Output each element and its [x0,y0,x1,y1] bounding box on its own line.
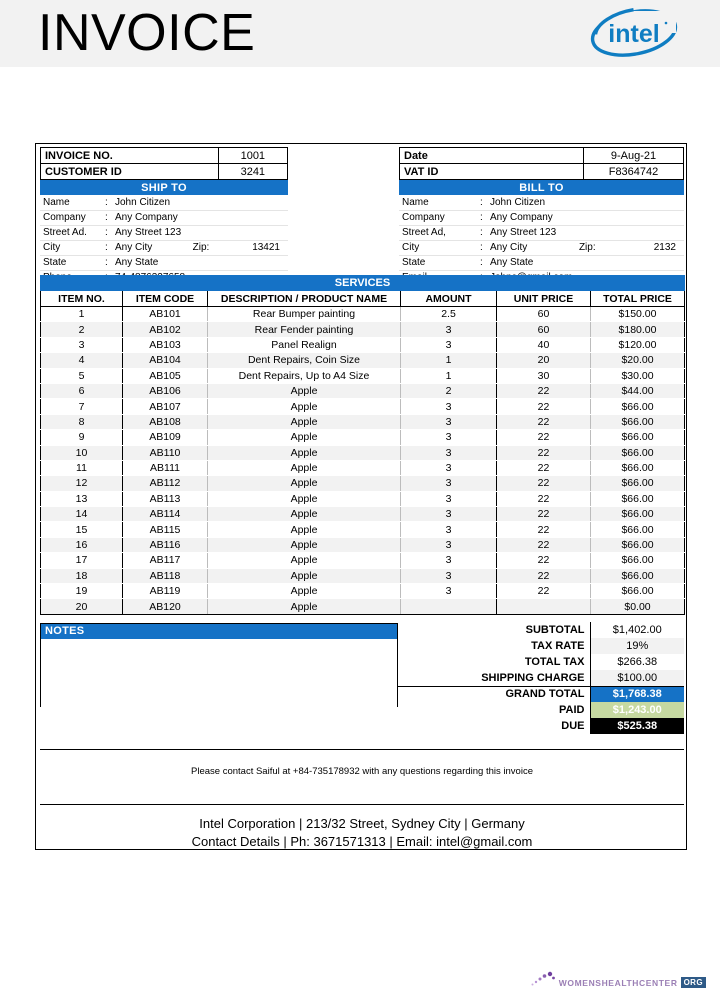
item-unit-price[interactable]: 22 [497,445,591,460]
bill-to-field-label: State [399,255,477,270]
item-description[interactable]: Apple [208,414,401,429]
item-total-price[interactable]: $120.00 [591,337,685,352]
totals-value[interactable]: $266.38 [590,654,684,670]
table-row[interactable] [41,307,685,322]
bill-to-field-label: City [399,240,477,255]
table-row[interactable] [41,368,685,383]
totals-row [398,654,684,670]
customer-id-value[interactable]: 3241 [218,164,287,180]
item-unit-price[interactable]: 22 [497,537,591,552]
bill-to-field-separator: : [477,255,487,270]
table-row[interactable] [41,383,685,398]
contact-note: Please contact Saiful at +84-735178932 with any questions regarding this invoice [40,749,684,804]
item-no[interactable]: 12 [41,476,123,491]
item-total-price[interactable]: $66.00 [591,491,685,506]
item-amount[interactable]: 3 [401,430,497,445]
item-amount[interactable]: 3 [401,537,497,552]
bill-to-field-row [399,225,684,240]
item-unit-price[interactable]: 22 [497,430,591,445]
item-amount[interactable]: 1 [401,368,497,383]
totals-value[interactable]: $100.00 [590,670,684,686]
totals-value[interactable]: $1,768.38 [590,686,684,702]
item-no[interactable]: 20 [41,599,123,614]
ship-to-field-separator: : [102,255,112,270]
services-col-header: ITEM NO. [41,291,123,307]
services-header-row [41,291,685,307]
item-description[interactable]: Apple [208,476,401,491]
table-row[interactable] [41,353,685,368]
item-unit-price[interactable]: 22 [497,553,591,568]
item-unit-price[interactable]: 22 [497,584,591,599]
item-amount[interactable]: 1 [401,353,497,368]
item-amount[interactable]: 3 [401,445,497,460]
totals-table [398,622,684,734]
item-code[interactable]: AB105 [123,368,208,383]
ship-to-field-row [40,210,288,225]
ship-to-field-label: Street Ad. [40,225,102,240]
item-total-price[interactable]: $66.00 [591,522,685,537]
bill-to-field-value[interactable]: Any Street 123 [487,225,684,240]
ship-to-field-label: Name [40,195,102,210]
table-row[interactable] [41,322,685,337]
table-row[interactable] [41,522,685,537]
item-total-price[interactable]: $0.00 [591,599,685,614]
item-description[interactable]: Apple [208,383,401,398]
totals-row [398,622,684,638]
item-no[interactable]: 1 [41,307,123,322]
ship-to-field-row [40,240,288,255]
watermark-org-badge: ORG [681,977,706,988]
item-amount[interactable]: 2.5 [401,307,497,322]
item-unit-price[interactable]: 22 [497,399,591,414]
totals-row [398,670,684,686]
item-unit-price[interactable]: 40 [497,337,591,352]
table-row[interactable] [41,491,685,506]
table-row[interactable] [41,507,685,522]
item-description[interactable]: Panel Realign [208,337,401,352]
item-description[interactable]: Apple [208,507,401,522]
ship-to-field-value[interactable]: Any State [112,255,288,270]
item-no[interactable]: 14 [41,507,123,522]
table-row[interactable] [41,584,685,599]
item-description[interactable]: Apple [208,537,401,552]
item-description[interactable]: Apple [208,568,401,583]
bill-to-field-zip-value[interactable]: 2132 [626,240,684,255]
ship-to-field-separator: : [102,210,112,225]
table-row[interactable] [41,445,685,460]
item-amount[interactable]: 3 [401,553,497,568]
bill-to-field-row [399,195,684,210]
date-value[interactable]: 9-Aug-21 [584,148,684,164]
item-no[interactable]: 6 [41,383,123,398]
item-amount[interactable]: 3 [401,522,497,537]
ship-to-field-separator: : [102,195,112,210]
services-col-header: ITEM CODE [123,291,208,307]
services-col-header: TOTAL PRICE [591,291,685,307]
item-amount[interactable]: 3 [401,568,497,583]
totals-label: DUE [561,720,585,732]
item-description[interactable]: Apple [208,553,401,568]
ship-to-field-value[interactable]: Any Street 123 [112,225,288,240]
table-row[interactable] [41,568,685,583]
item-code[interactable]: AB117 [123,553,208,568]
services-col-header: DESCRIPTION / PRODUCT NAME [208,291,401,307]
customer-id-row [41,164,288,180]
bill-to-field-value[interactable]: Any Company [487,210,684,225]
item-no[interactable]: 5 [41,368,123,383]
ship-to-field-row [40,195,288,210]
bill-to-field-value[interactable]: Any State [487,255,684,270]
intel-logo [586,7,682,59]
ship-to-field-zip-label: Zip: [177,240,230,255]
item-no[interactable]: 8 [41,414,123,429]
bill-to-field-separator: : [477,240,487,255]
item-code[interactable]: AB112 [123,476,208,491]
item-description[interactable]: Apple [208,445,401,460]
totals-label: SUBTOTAL [525,624,585,636]
table-row[interactable] [41,414,685,429]
services-title: SERVICES [41,276,685,291]
totals-row [398,686,684,702]
item-no[interactable]: 10 [41,445,123,460]
item-description[interactable]: Apple [208,430,401,445]
item-amount[interactable]: 3 [401,399,497,414]
watermark-text: WOMENSHEALTHCENTER [558,978,678,988]
item-unit-price[interactable]: 22 [497,568,591,583]
item-code[interactable]: AB106 [123,383,208,398]
item-total-price[interactable]: $180.00 [591,322,685,337]
item-unit-price[interactable]: 22 [497,414,591,429]
item-unit-price[interactable]: 60 [497,322,591,337]
item-code[interactable]: AB120 [123,599,208,614]
table-row[interactable] [41,430,685,445]
table-row[interactable] [41,537,685,552]
totals-label: TOTAL TAX [524,656,585,668]
item-total-price[interactable]: $30.00 [591,368,685,383]
item-total-price[interactable]: $66.00 [591,568,685,583]
item-amount[interactable]: 2 [401,383,497,398]
item-unit-price[interactable]: 22 [497,491,591,506]
item-amount[interactable]: 3 [401,476,497,491]
item-unit-price[interactable]: 60 [497,307,591,322]
totals-value[interactable]: $525.38 [590,718,684,734]
item-description[interactable]: Apple [208,491,401,506]
totals-label: SHIPPING CHARGE [398,670,590,686]
item-total-price[interactable]: $66.00 [591,584,685,599]
item-no[interactable]: 15 [41,522,123,537]
date-vat-table [399,147,684,180]
item-no[interactable]: 17 [41,553,123,568]
bill-to-field-row [399,255,684,270]
item-description[interactable]: Dent Repairs, Up to A4 Size [208,368,401,383]
item-description[interactable]: Apple [208,522,401,537]
intel-logo-text: intel [608,20,660,48]
item-description[interactable]: Dent Repairs, Coin Size [208,353,401,368]
item-no[interactable]: 7 [41,399,123,414]
item-code[interactable]: AB103 [123,337,208,352]
totals-row [398,718,684,734]
item-amount[interactable]: 3 [401,414,497,429]
item-total-price[interactable]: $66.00 [591,507,685,522]
bill-to-title: BILL TO [399,180,684,195]
item-code[interactable]: AB109 [123,430,208,445]
item-amount[interactable]: 3 [401,337,497,352]
vat-id-row [400,164,684,180]
invoice-no-label: INVOICE NO. [41,148,219,164]
item-total-price[interactable]: $66.00 [591,553,685,568]
bill-to-field-separator: : [477,225,487,240]
table-row[interactable] [41,553,685,568]
item-code[interactable]: AB102 [123,322,208,337]
item-code[interactable]: AB110 [123,445,208,460]
item-no[interactable]: 19 [41,584,123,599]
bill-to-field-zip-label: Zip: [563,240,626,255]
footer-box [40,804,684,847]
footer-line-1: Intel Corporation | 213/32 Street, Sydney City | Germany [199,816,525,831]
item-amount[interactable]: 3 [401,491,497,506]
item-description[interactable]: Rear Fender painting [208,322,401,337]
item-amount[interactable]: 3 [401,322,497,337]
item-no[interactable]: 2 [41,322,123,337]
ship-to-field-zip-value[interactable]: 13421 [230,240,288,255]
notes-title: NOTES [41,624,397,639]
table-row[interactable] [41,337,685,352]
ship-to-field-label: City [40,240,102,255]
services-table [40,275,684,615]
header-banner [0,0,720,67]
item-unit-price[interactable]: 20 [497,353,591,368]
item-code[interactable]: AB107 [123,399,208,414]
item-code[interactable]: AB115 [123,522,208,537]
item-unit-price[interactable]: 22 [497,383,591,398]
item-total-price[interactable]: $20.00 [591,353,685,368]
services-col-header: AMOUNT [401,291,497,307]
item-description[interactable]: Apple [208,599,401,614]
bill-to-field-separator: : [477,195,487,210]
item-total-price[interactable]: $44.00 [591,383,685,398]
totals-value[interactable]: $1,243.00 [590,702,684,718]
ship-to-field-separator: : [102,225,112,240]
item-total-price[interactable]: $150.00 [591,307,685,322]
ship-to-block [40,147,288,285]
bill-to-header-table [399,180,684,195]
date-label: Date [400,148,584,164]
item-code[interactable]: AB116 [123,537,208,552]
totals-label: PAID [559,704,585,716]
ship-to-field-row [40,225,288,240]
bill-to-field-value[interactable]: Any City [487,240,563,255]
item-no[interactable]: 9 [41,430,123,445]
invoice-body [35,143,687,850]
bill-to-field-label: Name [399,195,477,210]
item-no[interactable]: 11 [41,460,123,475]
ship-to-field-value[interactable]: John Citizen [112,195,288,210]
vat-id-value[interactable]: F8364742 [584,164,684,180]
ship-to-title: SHIP TO [40,180,288,195]
watermark [530,970,706,988]
item-amount[interactable] [401,599,497,614]
item-total-price[interactable]: $66.00 [591,476,685,491]
item-no[interactable]: 16 [41,537,123,552]
bill-to-field-row [399,210,684,225]
bill-to-field-label: Company [399,210,477,225]
item-code[interactable]: AB108 [123,414,208,429]
item-unit-price[interactable]: 22 [497,460,591,475]
totals-value[interactable]: $1,402.00 [590,622,684,638]
date-row [400,148,684,164]
totals-row [398,702,684,718]
bill-to-field-value[interactable]: John Citizen [487,195,684,210]
item-total-price[interactable]: $66.00 [591,430,685,445]
bill-to-field-separator: : [477,210,487,225]
bill-to-block [399,147,684,285]
bill-to-field-row [399,240,684,255]
item-description[interactable]: Apple [208,399,401,414]
table-row[interactable] [41,460,685,475]
ship-to-field-separator: : [102,240,112,255]
table-row[interactable] [41,599,685,614]
invoice-no-value[interactable]: 1001 [218,148,287,164]
vat-id-label: VAT ID [400,164,584,180]
item-unit-price[interactable]: 30 [497,368,591,383]
item-no[interactable]: 13 [41,491,123,506]
totals-label: GRAND TOTAL [398,686,590,702]
ship-to-header-table [40,180,288,195]
item-no[interactable]: 3 [41,337,123,352]
totals-label: TAX RATE [398,638,590,654]
notes-box [40,623,398,707]
invoice-no-row [41,148,288,164]
item-code[interactable]: AB113 [123,491,208,506]
item-code[interactable]: AB119 [123,584,208,599]
totals-row [398,638,684,654]
item-total-price[interactable]: $66.00 [591,399,685,414]
item-unit-price[interactable] [497,599,591,614]
item-code[interactable]: AB114 [123,507,208,522]
item-code[interactable]: AB118 [123,568,208,583]
ship-to-field-value[interactable]: Any City [112,240,177,255]
item-amount[interactable]: 3 [401,507,497,522]
totals-value[interactable]: 19% [590,638,684,654]
customer-id-label: CUSTOMER ID [41,164,219,180]
item-unit-price[interactable]: 22 [497,476,591,491]
item-code[interactable]: AB111 [123,460,208,475]
watermark-dots-icon [530,970,556,988]
item-description[interactable]: Rear Bumper painting [208,307,401,322]
item-description[interactable]: Apple [208,584,401,599]
notes-body[interactable] [41,639,397,707]
item-code[interactable]: AB104 [123,353,208,368]
item-amount[interactable]: 3 [401,584,497,599]
table-row[interactable] [41,399,685,414]
item-unit-price[interactable]: 22 [497,522,591,537]
page-title: INVOICE [38,4,256,62]
item-total-price[interactable]: $66.00 [591,537,685,552]
footer-line-2: Contact Details | Ph: 3671571313 | Email: intel@gmail.com [191,834,533,849]
ship-to-field-row [40,255,288,270]
bill-to-fields [399,195,684,285]
ship-to-fields [40,195,288,285]
ship-to-field-label: State [40,255,102,270]
item-unit-price[interactable]: 22 [497,507,591,522]
services-col-header: UNIT PRICE [497,291,591,307]
services-title-row [41,276,685,291]
item-total-price[interactable]: $66.00 [591,445,685,460]
item-no[interactable]: 4 [41,353,123,368]
item-total-price[interactable]: $66.00 [591,414,685,429]
item-code[interactable]: AB101 [123,307,208,322]
ship-to-field-value[interactable]: Any Company [112,210,288,225]
ship-to-field-label: Company [40,210,102,225]
item-amount[interactable]: 3 [401,460,497,475]
bill-to-field-label: Street Ad, [399,225,477,240]
item-total-price[interactable]: $66.00 [591,460,685,475]
invoice-id-table [40,147,288,180]
table-row[interactable] [41,476,685,491]
item-description[interactable]: Apple [208,460,401,475]
item-no[interactable]: 18 [41,568,123,583]
